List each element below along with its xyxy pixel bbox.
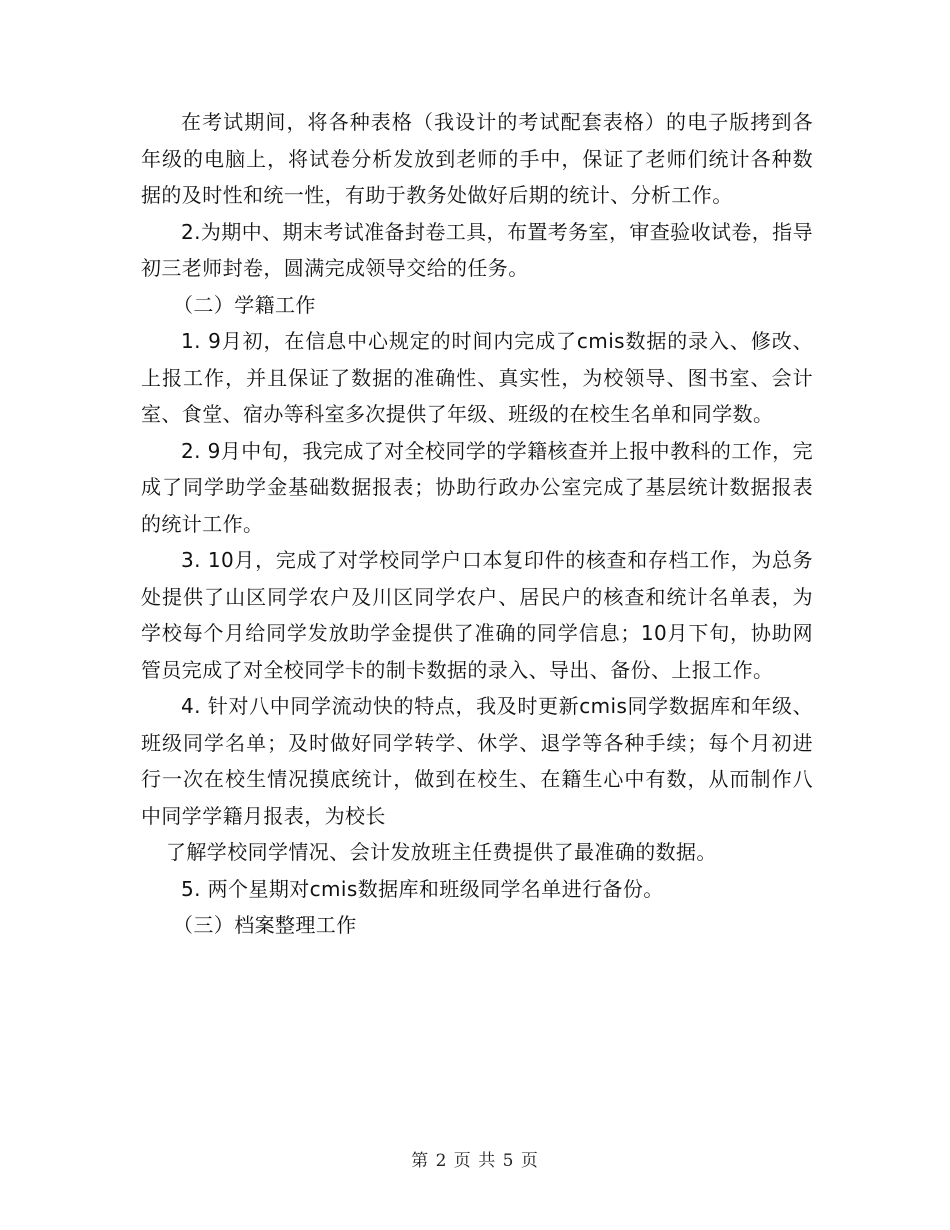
paragraph-continuation: 了解学校同学情况、会计发放班主任费提供了最准确的数据。 (166, 840, 717, 864)
section-heading-student-records: （二）学籍工作 (173, 292, 316, 317)
paragraph-backup: 5. 两个星期对cmis数据库和班级同学名单进行备份。 (181, 876, 664, 901)
paragraph-exam-sealing: 2.为期中、期末考试准备封卷工具，布置考务室，审查验收试卷，指导初三老师封卷，圆满完成领导交给的任务。 (141, 219, 813, 280)
footer-middle: 页 共 (453, 1151, 497, 1171)
section-heading-archives: （三）档案整理工作 (173, 913, 357, 937)
footer-total-pages: 5 (502, 1151, 515, 1171)
paragraph-household-registration: 3. 10月，完成了对学校同学户口本复印件的核查和存档工作，为总务处提供了山区同学农户及川区同学农户、居民户的核查和统计名单表，为学校每个月给同学发放助学金提供了准确的同学信息；10月下旬，协助网管员完成了对全校同学卡的制卡数据的录入、导出、备份、上报工作。 (141, 548, 813, 682)
footer-suffix: 页 (520, 1151, 539, 1171)
paragraph-exam-forms: 在考试期间，将各种表格（我设计的考试配套表格）的电子版拷到各年级的电脑上，将试卷分析发放到老师的手中，保证了老师们统计各种数据的及时性和统一性，有助于教务处做好后期的统计、分析工作。 (141, 110, 813, 207)
footer-current-page: 2 (435, 1151, 448, 1171)
footer-prefix: 第 (411, 1151, 430, 1171)
paragraph-record-verification: 2. 9月中旬，我完成了对全校同学的学籍核查并上报中教科的工作，完成了同学助学金基础数据报表；协助行政办公室完成了基层统计数据报表的统计工作。 (141, 438, 813, 536)
page-footer (0, 1150, 950, 1172)
paragraph-cmis-data-entry: 1. 9月初，在信息中心规定的时间内完成了cmis数据的录入、修改、上报工作，并且保证了数据的准确性、真实性，为校领导、图书室、会计室、食堂、宿办等科室多次提供了年级、班级的在校生名单和同学数。 (141, 329, 813, 426)
paragraph-database-updates: 4. 针对八中同学流动快的特点，我及时更新cmis同学数据库和年级、班级同学名单；及时做好同学转学、休学、退学等各种手续；每个月初进行一次在校生情况摸底统计，做到在校生、在籍生心中有数，从而制作八中同学学籍月报表，为校长 (141, 694, 813, 828)
document-body (141, 104, 813, 944)
